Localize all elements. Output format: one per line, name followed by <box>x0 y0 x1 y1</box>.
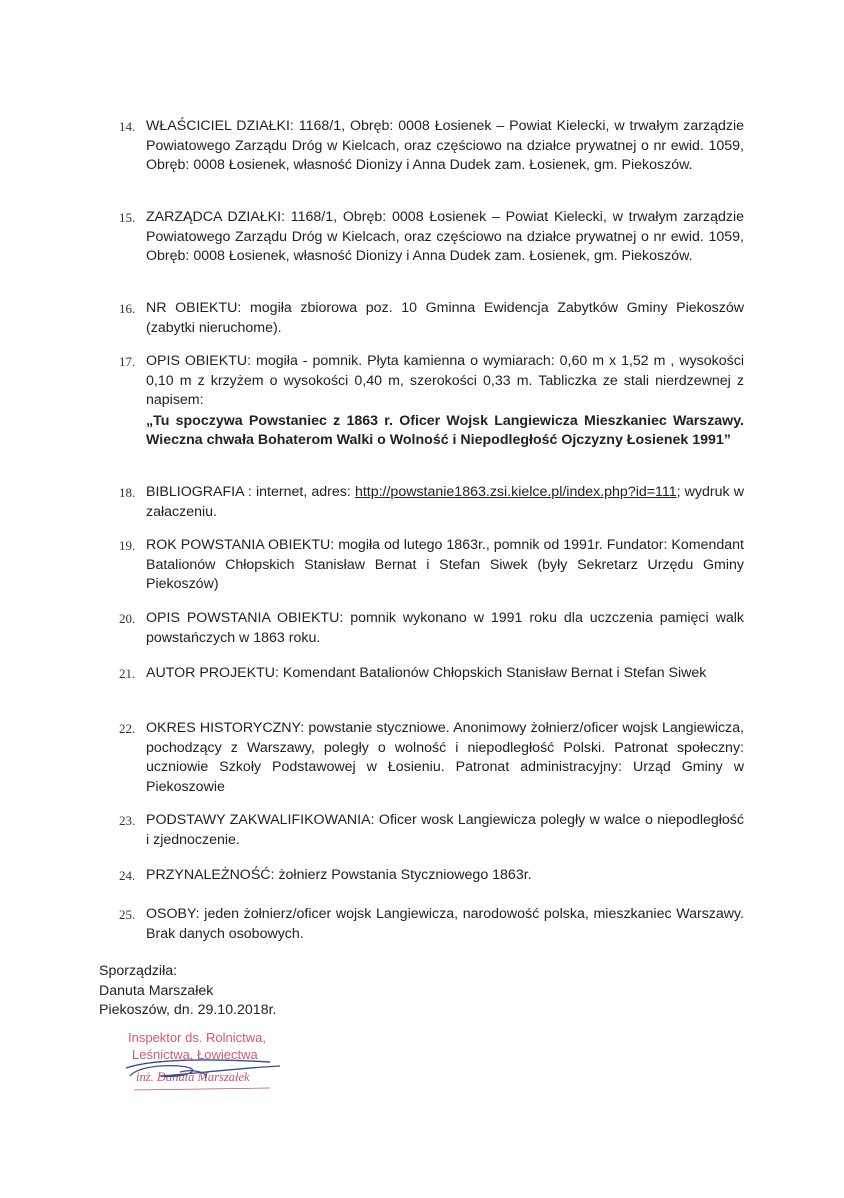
item-text-after: ; wydruk w załaczeniu. <box>146 484 744 520</box>
item-text: Oficer wosk Langiewicza poległy w walce o niepodległość i zjednoczenie. <box>146 812 744 848</box>
item-number: 25. <box>119 907 136 922</box>
item-label: AUTOR PROJEKTU: <box>146 665 279 681</box>
item-17 <box>119 352 744 451</box>
item-23 <box>119 811 744 850</box>
item-number: 22. <box>119 721 136 736</box>
item-text: mogiła - pomnik. Płyta kamienna o wymiarach: 0,60 m x 1,52 m , wysokości 0,10 m z krzyżem o wysokości 0,40 m, szerokości 0,33 m. Tabliczka ze stali nierdzewnej z napisem: <box>146 353 744 408</box>
item-number: 19. <box>119 538 136 553</box>
item-label: ROK POWSTANIA OBIEKTU: <box>146 537 335 553</box>
item-text: 1168/1, Obręb: 0008 Łosienek – Powiat Kielecki, w trwałym zarządzie Powiatowego Zarządu Dróg w Kielcach, oraz częściowo na działce prywatnej o nr ewid. 1059, Obręb: 0008 Łosienek, własność Dionizy i Anna Dudek zam. Łosienek, gm. Piekoszów. <box>146 209 744 264</box>
item-label: PODSTAWY ZAKWALIFIKOWANIA: <box>146 812 375 828</box>
item-label: PRZYNALEŻNOŚĆ: <box>146 867 275 883</box>
item-24 <box>119 866 744 886</box>
item-15 <box>119 208 744 267</box>
item-label: WŁAŚCICIEL DZIAŁKI: <box>146 118 294 134</box>
item-number: 20. <box>119 611 136 626</box>
item-number: 15. <box>119 210 136 225</box>
item-number: 24. <box>119 868 136 883</box>
item-22 <box>119 719 744 797</box>
stamp-title-line: Inspektor ds. Rolnictwa, <box>128 1030 267 1045</box>
item-text: 1168/1, Obręb: 0008 Łosienek – Powiat Kielecki, w trwałym zarządzie Powiatowego Zarządu Dróg w Kielcach, oraz częściowo na działce prywatnej o nr ewid. 1059, Obręb: 0008 Łosienek, własność Dionizy i Anna Dudek zam. Łosienek, gm. Piekoszów. <box>146 118 745 173</box>
item-number: 14. <box>119 119 136 134</box>
stamp-name-line: inż. Danuta Marszałek <box>136 1070 250 1084</box>
item-text: żołnierz Powstania Styczniowego 1863r. <box>274 867 532 883</box>
item-label: NR OBIEKTU: <box>146 300 242 316</box>
item-text: mogiła od lutego 1863r., pomnik od 1991r. Fundator: Komendant Batalionów Chłopskich Stanisław Bernat i Stefan Siwek (były Sekretarz Urzędu Gminy Piekoszów) <box>146 537 744 592</box>
bibliography-link[interactable]: http://powstanie1863.zsi.kielce.pl/index.php?id=111 <box>354 484 677 500</box>
item-14 <box>119 117 744 176</box>
item-label: OKRES HISTORYCZNY: <box>146 720 305 736</box>
item-text: powstanie styczniowe. Anonimowy żołnierz/oficer wojsk Langiewicza, pochodzący z Warszawy, poległy o wolność i niepodległość Polski. Patronat społeczny: uczniowie Szkoły Podstawowej w Łosieniu. Patronat administracyjny: Urząd Gminy w Piekoszowie <box>146 720 744 795</box>
author-name: Danuta Marszałek <box>99 982 214 999</box>
plaque-inscription: „Tu spoczywa Powstaniec z 1863 r. Oficer Wojsk Langiewicza Mieszkaniec Warszawy. Wieczna chwała Bohaterom Walki o Wolność i Niepodległość Ojczyzny Łosienek 1991” <box>146 412 744 448</box>
item-number: 23. <box>119 813 136 828</box>
item-21 <box>119 664 744 684</box>
item-number: 21. <box>119 666 136 681</box>
item-16 <box>119 299 744 338</box>
official-stamp <box>120 1028 290 1098</box>
stamp-title-line-2: Leśnictwa, Łowiectwa <box>132 1047 258 1062</box>
item-label: BIBLIOGRAFIA <box>146 484 244 500</box>
item-19 <box>119 536 744 595</box>
prepared-by-block <box>99 962 276 1021</box>
item-label: OPIS POWSTANIA OBIEKTU: <box>146 610 344 626</box>
place-date: Piekoszów, dn. 29.10.2018r. <box>99 1002 277 1018</box>
prepared-label: Sporządziła: <box>99 963 178 979</box>
item-20 <box>119 609 744 648</box>
item-label: ZARZĄDCA DZIAŁKI: <box>146 209 286 225</box>
item-text: Komendant Batalionów Chłopskich Stanisław Bernat i Stefan Siwek <box>278 665 707 681</box>
item-label: OSOBY: <box>146 906 200 922</box>
item-18 <box>119 483 744 522</box>
item-number: 17. <box>119 354 136 369</box>
item-number: 18. <box>119 485 136 500</box>
item-25 <box>119 905 744 944</box>
item-text: mogiła zbiorowa poz. 10 Gminna Ewidencja Zabytków Gminy Piekoszów (zabytki nieruchome). <box>146 300 744 336</box>
handwritten-signature <box>120 1028 290 1098</box>
item-label: OPIS OBIEKTU: <box>146 353 252 369</box>
item-text: : internet, adres: <box>243 484 355 500</box>
item-text: pomnik wykonano w 1991 roku dla uczczenia pamięci walk powstańczych w 1863 roku. <box>146 610 744 646</box>
item-text: jeden żołnierz/oficer wojsk Langiewicza, narodowość polska, mieszkaniec Warszawy. Brak danych osobowych. <box>146 906 744 942</box>
item-number: 16. <box>119 301 136 316</box>
